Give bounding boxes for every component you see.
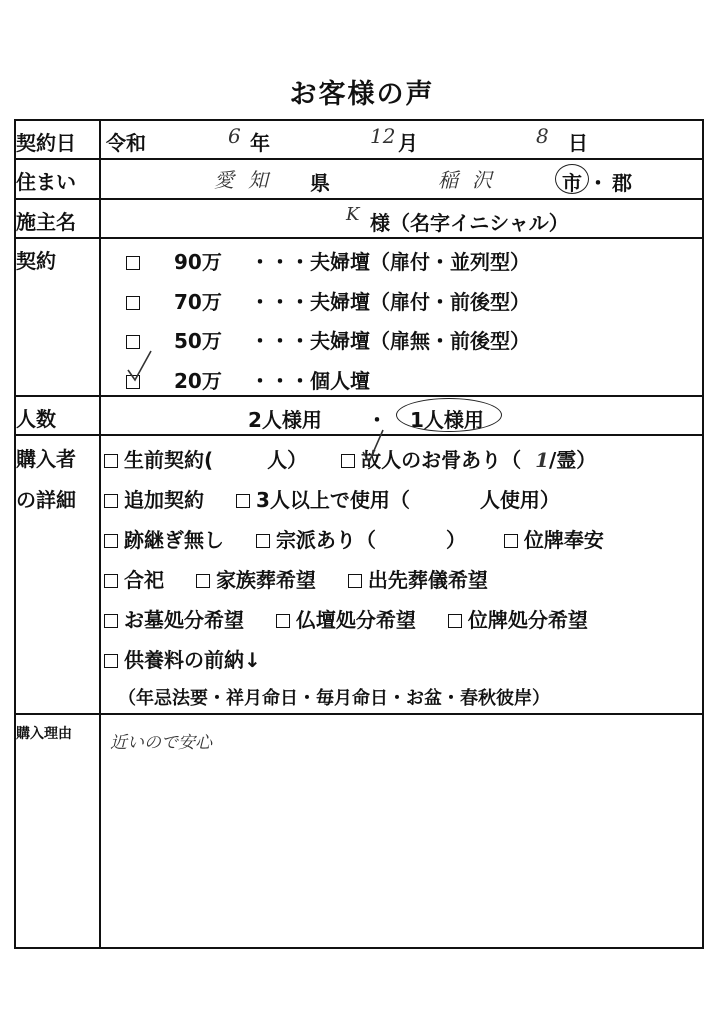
dispatch-funeral-option[interactable] [348,564,488,593]
contract-option[interactable] [126,325,530,354]
checkbox[interactable] [104,534,118,548]
ihai-option[interactable] [504,524,604,553]
checkbox[interactable] [104,654,118,668]
details-row-4 [104,564,488,593]
details-row-6 [104,644,261,673]
checkbox[interactable] [104,454,118,468]
checkbox[interactable] [126,296,140,310]
people-option-one[interactable]: 1人様用 [410,408,484,432]
option-amount: 70万 [174,290,222,314]
row-divider [14,713,704,715]
date-month-unit: 月 [398,131,418,155]
sect-option[interactable] [256,524,376,553]
date-day-value: 8 [536,124,549,148]
option-dots: ・・・ [250,329,310,353]
people-separator: ・ [367,408,387,432]
client-initial: K [346,204,360,225]
pre-contract-unit: 人） [267,448,308,472]
option-desc: 個人壇 [310,369,370,393]
city-selected-circle [555,164,589,194]
option-label: 出先葬儀希望 [367,568,488,592]
row-divider [14,198,704,200]
checkbox[interactable] [104,494,118,508]
column-divider [99,119,101,949]
option-label: 仏壇処分希望 [295,608,416,632]
option-label: 追加契約 [124,488,204,512]
date-month-value: 12 [370,124,396,148]
option-dots: ・・・ [250,290,310,314]
goshi-option[interactable] [104,564,164,593]
option-label: 宗派あり（ [275,528,376,552]
option-label: 3人以上で使用（ [255,488,410,512]
option-label: 合祀 [124,568,164,592]
checkbox[interactable] [104,574,118,588]
altar-disposal-option[interactable] [276,604,416,633]
date-day-unit: 日 [568,131,588,155]
people-selected-circle [396,398,502,432]
address-separator: ・ [588,171,608,195]
page-title: お客様の声 [289,79,435,110]
option-label: 家族葬希望 [215,568,316,592]
option-desc: 夫婦壇（扉無・前後型） [310,329,530,353]
contract-option[interactable] [126,286,530,315]
option-label: 供養料の前納↓ [124,648,261,672]
prepay-option[interactable] [104,644,261,673]
date-year-unit: 年 [250,131,270,155]
details-row-2 [104,484,560,513]
label-buyer-details: 購入者 [16,447,76,471]
details-row-3 [104,524,604,553]
check-mark-icon [124,348,154,384]
option-label: 故人のお骨あり（ [361,448,522,472]
option-amount: 20万 [174,369,222,393]
checkbox[interactable] [276,614,290,628]
label-contract: 契約 [16,249,56,273]
checkbox[interactable] [448,614,462,628]
option-amount: 90万 [174,250,222,274]
prefecture-unit: 県 [310,171,330,195]
option-label: 生前契約( [124,448,214,472]
additional-option[interactable] [104,484,204,513]
checkbox[interactable] [196,574,210,588]
option-label: 跡継ぎ無し [124,528,224,552]
grave-disposal-option[interactable] [104,604,244,633]
city-value: 稲沢 [438,168,506,192]
label-contract-date: 契約日 [16,131,76,155]
label-client-name: 施主名 [16,210,76,234]
pre-contract-option[interactable] [104,444,213,473]
no-successor-option[interactable] [104,524,224,553]
county-unit: 郡 [612,171,632,195]
people-option-two[interactable]: 2人様用 [248,408,322,432]
checkbox[interactable] [104,614,118,628]
prefecture-value: 愛知 [214,168,282,192]
sect-close: ） [445,528,466,552]
check-mark-icon [358,428,386,464]
three-plus-unit: 人使用） [479,488,560,512]
checkbox[interactable] [348,574,362,588]
label-address: 住まい [16,170,76,194]
prepay-note: （年忌法要・祥月命日・毎月命日・お盆・春秋彼岸） [118,688,550,709]
deceased-unit: /霊） [549,448,597,472]
option-label: 位牌処分希望 [467,608,588,632]
family-funeral-option[interactable] [196,564,316,593]
checkbox[interactable] [236,494,250,508]
option-dots: ・・・ [250,250,310,274]
option-label: 位牌奉安 [523,528,604,552]
option-dots: ・・・ [250,369,310,393]
label-people: 人数 [16,407,56,431]
option-desc: 夫婦壇（扉付・前後型） [310,290,530,314]
option-amount: 50万 [174,329,222,353]
three-plus-option[interactable] [236,484,410,513]
option-desc: 夫婦壇（扉付・並列型） [310,250,530,274]
details-row-5 [104,604,588,633]
date-year-value: 6 [228,124,241,148]
city-unit: 市 [562,171,582,195]
row-divider [14,158,704,160]
row-divider [14,395,704,397]
checkbox[interactable] [504,534,518,548]
ihai-disposal-option[interactable] [448,604,588,633]
checkbox-checked[interactable] [341,454,355,468]
checkbox[interactable] [126,256,140,270]
date-era: 令和 [106,131,146,155]
contract-option[interactable] [126,365,370,394]
checkbox[interactable] [256,534,270,548]
client-suffix: 様（名字イニシャル） [370,211,569,235]
details-row-1 [104,444,596,473]
checkbox[interactable] [126,335,140,349]
label-buyer-details-2: の詳細 [16,488,76,512]
deceased-count: 1 [535,448,549,472]
reason-text: 近いので安心 [110,733,212,753]
row-divider [14,237,704,239]
contract-option[interactable] [126,246,530,275]
label-reason: 購入理由 [16,726,72,742]
option-label: お墓処分希望 [124,608,244,632]
